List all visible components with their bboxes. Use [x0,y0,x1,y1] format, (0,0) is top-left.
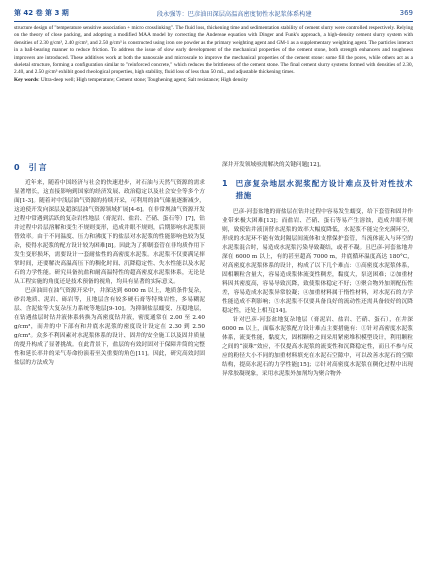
page-number: 369 [399,9,413,17]
section-1-number: 1 [222,179,228,188]
section-1-heading [222,178,413,202]
section-1-title: 巴彦复杂地层水泥浆配方设计难点及针对性技术措施 [235,179,413,200]
intro-paragraph-1: 近年来，随着中国经济与社会的快速进步，对石油与天然气资源的需求显著增长，这直接影响到国家的经济发展、政治稳定以及社会安全等多个方面[1-3]。随着对中浅层油气资源的持续开采，可利用的油气储量逐渐减少，这迫使开发向深层及超深层油气资源领域扩展[4-6]。在非常规油气资源开发过程中常遇到活跃的复杂岩性地层（膏泥岩、盐岩、芒硝、蛋石等）[7]，钻井过程中岩层溶解和变生不规则变形，造成井眼不规则，后期影响水泥浆顶替效率。由于不同温度、压力和沸度下的盐层对水泥浆的性能影响也较为复杂，使得水泥浆的配方设计较为困难[8]。因此为了抑制套管在非均质作用下发生变形损坏，需要设计一套耐盐性的高密度水泥浆。水泥浆不仅要满足摔掌时间，还要解决高温高压下的稠化时间、沉降稳定性、失水性能以及水泥石的力学性能。研究具备抗盐和耐高温特性的超高密度水泥浆体系，无论是从工程实施的角度还是技术预备的视角，均具有显著的实际意义。 [14,180,205,285]
section-1-paragraph-1: 巴彦-河套盆地的膏盐层在钻井过程中容易发生蠕变，给下套管和固井作业带来极大困难[13]；而盐岩、芒硝、蛋石等易产生溶蚀，造成井眼不规则，致使钻井液顶替水泥浆的效率大幅度降低，水泥浆不能完全充满环空，形成的水泥环不能有效封隔层间流体和支撑保护套管，当流体流入与环空的水泥浆混合时，易造成水泥浆污染导致凝结，或者不凝。且巴彦-河套盆地井深在 6000 m 以上，有的甚至超高 7000 m，井底循环温度高达 180°C，对高密度水泥浆体系的设计，构成了以下几个难点：①高密度水泥浆体系，固相颗粒含量大，容易造成浆体流变性稠差，黏度大，泵送困难；②加重材料因其密度高，容易导致沉降，致使浆体稳定不好；③聚合物外加剂配伍性差，容易造成水泥浆异常胶凝；④加重材料属于惰性材料，对水泥石的力学性能造成不利影响；⑤水泥浆不仅要具备良好的流动性还需具备较好的沉降稳定性，还处上相互[14]。 [222,209,413,314]
section-1-paragraph-2: 针对巴彦-河套盆地复杂地层（膏泥岩、盐岩、芒硝、蛋石），在井深 6000 m 以上，面临水泥浆配方设计难点主要措施有：①针对高密度水泥浆体系，流变性能，黏度大，固相颗粒之间采用紧密堆积模型设计，利用颗粒之间的“滚珠”效应，不仅提高水泥浆的流变性和沉降稳定性，而且不参与反应的粉径大小不同的加重材料填充在水泥石空隙中，可以改善水泥石的空隙结构，提高水泥石的力学性能[15]；②针对高密度水泥浆在稠化过程中出现异常胶凝现象，采用水泥浆外加剂均为聚合物外 [222,317,413,377]
section-0-heading [14,163,205,174]
keywords-line [14,77,413,84]
keywords-text: Ultra-deep well; High temperature; Cement stone; Toughening agent; Salt resistance; High density [40,76,248,83]
keywords-separator: : [38,76,41,83]
running-article-title: 段永强等：巴彦油田深层高温高密度韧性水泥浆体系构建 [156,10,312,18]
journal-volume-issue: 第 42 卷 第 3 期 [14,9,69,17]
intro-paragraph-2: 巴彦油田在油气资源开采中，井深达到 6000 m 以上，地质条件复杂，砂岩地质、泥岩、砾岩等，且地层含有较多硬石膏等特殊岩性，多易糊泥层、含泥盐等大复杂压力系统等地层[9-10]。为抑制盐层蠕变、压稳地层，在钻遇盐层时钻井液体系转换为高密度钻井液，密度通常在 2.00 至 2.40 g/cm³，而井的中下部有和井底水泥浆的密度设计设定在 2.30 到 2.50 g/cm³。众多不利因素对水泥浆体系的设计、固井的安全施工以及固井质量的提升构成了显著挑战。在此背景下，盐层的有效封固对于保障井筒的完整性和延长率井的采气寿命扮演着至关重要的角色[11]。因此，研究高效封固盐层的方法成为 [14,288,205,366]
keywords-label: Key words [14,76,39,83]
running-header [14,6,413,20]
header-divider [14,21,413,22]
intro-paragraph-continued: 深井开发领域亟需解决的关键问题[12]。 [222,162,325,168]
english-abstract [14,25,413,84]
left-column [14,161,205,368]
abstract-text: structure design of "temperature sensitive association + micro crosslinking". The fluid loss, thickening time and sedimentation stability of cement slurry were controlled respectively. Relying on the theory of close packing, and adopting a modified MAA model by correcting the Andereae equation with Dinger and Funk's approach, a high-density cement slurry system with densities of 2.30 g/cm³, 2.40 g/cm³, and 2.50 g/cm³ is constructed using iron ore powder as the primary weighting agent and GM-1 as a supplementary weighting agent. The particles interact in a ball-bearing manner to reduce friction. To address the issue of slow early development of the mechanical properties of the cement stone, both strength enhancers and toughness improvers are introduced. These additives work at both the nanoscale and microscale to improve the mechanical properties of the cement stone: some fill the pores, while others act as a skeletal structure, forming a configuration similar to "reinforced concrete," which reduces the brittleness of the cement stone. The final cement slurry systems formed with densities of 2.30, 2.40, and 2.50 g/cm³ exhibit good rheological properties, high stability, fluid loss of less than 50 mL, and adjustable thickening times. [14,25,414,76]
right-column [222,161,413,379]
section-0-number: 0 [14,163,20,172]
section-0-title: 引言 [28,163,49,172]
